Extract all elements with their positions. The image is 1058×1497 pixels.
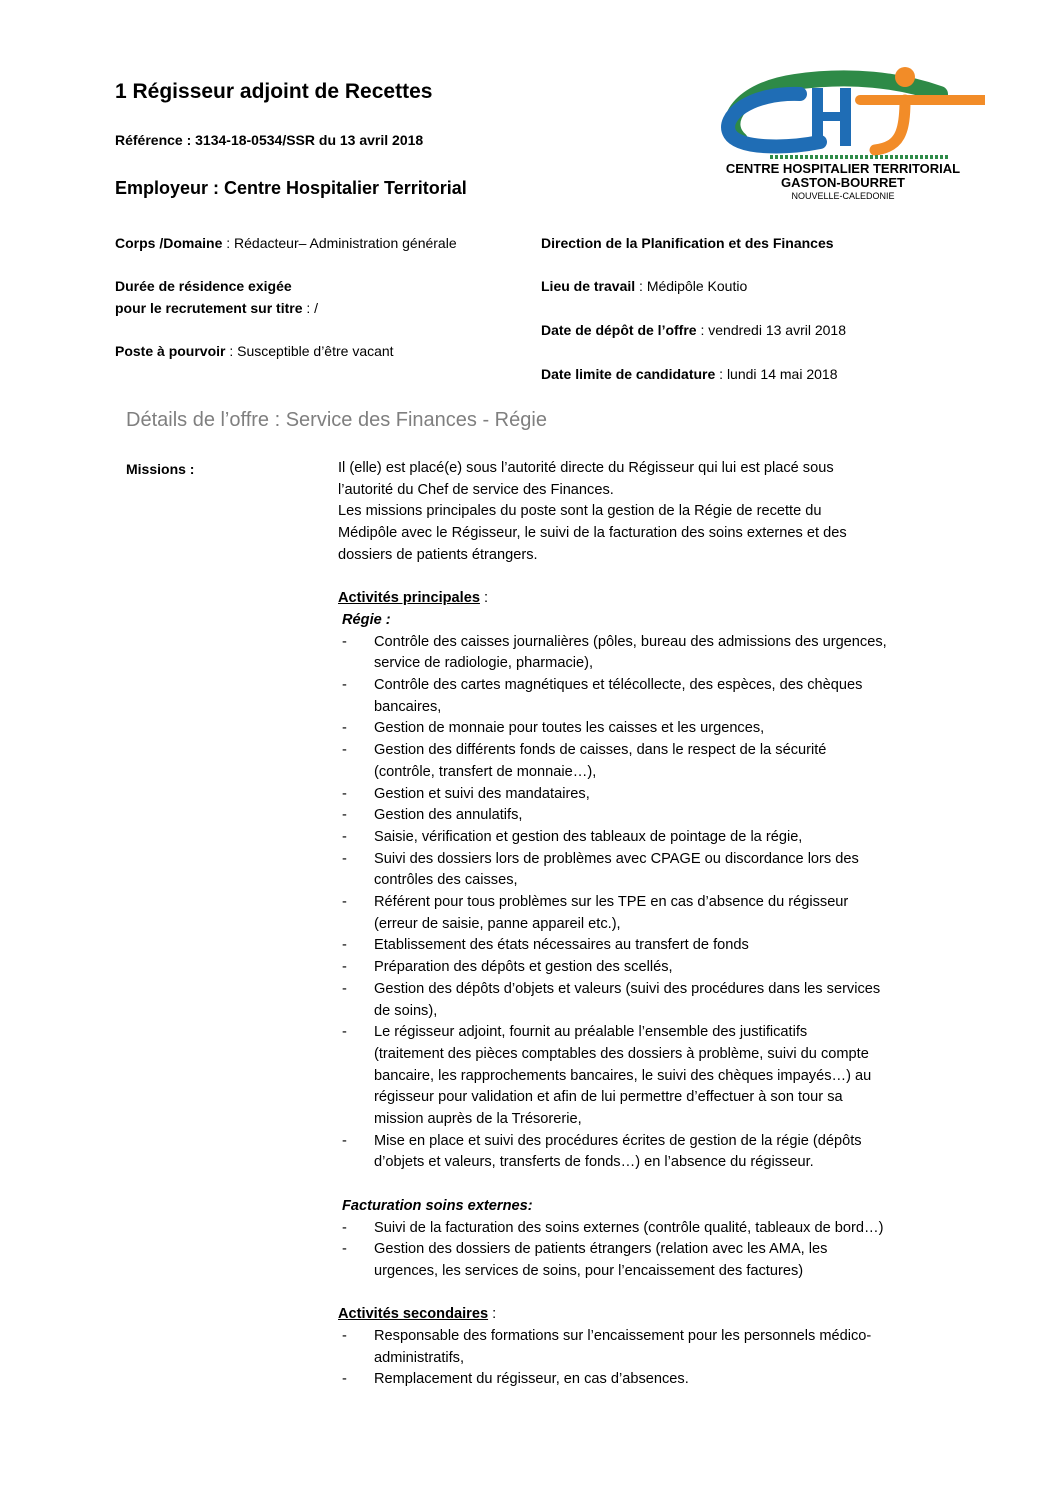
dash-bullet: - bbox=[342, 633, 347, 650]
intro-line: Médipôle avec le Régisseur, le suivi de la facturation des soins externes et des bbox=[338, 525, 847, 542]
secondaires-label: Activités secondaires bbox=[338, 1306, 489, 1323]
dash-bullet: - bbox=[342, 1219, 347, 1236]
principales-label: Activités principales bbox=[338, 590, 480, 607]
principales-suffix: : bbox=[479, 590, 489, 607]
list-item bbox=[338, 1239, 978, 1282]
dash-bullet: - bbox=[342, 1371, 347, 1388]
list-item-line: régisseur pour validation et afin de lui permettre d’effectuer à son tour sa bbox=[374, 1089, 843, 1106]
logo-line2: GASTON-BOURRET bbox=[781, 175, 905, 190]
corps-domaine bbox=[115, 232, 457, 254]
lieu-value: : Médipôle Koutio bbox=[635, 278, 748, 294]
duree-label-2: pour le recrutement sur titre bbox=[115, 300, 303, 316]
facturation-label: Facturation soins externes: bbox=[342, 1197, 533, 1214]
facturation-heading bbox=[338, 1196, 978, 1218]
list-item-line: administratifs, bbox=[374, 1349, 465, 1366]
list-item-line: Contrôle des caisses journalières (pôles, bureau des admissions des urgences, bbox=[374, 633, 887, 650]
duree-value: : / bbox=[302, 300, 319, 316]
list-item-line: Gestion de monnaie pour toutes les caisses et les urgences, bbox=[374, 720, 765, 737]
depot-label: Date de dépôt de l’offre bbox=[541, 322, 697, 338]
list-item-line: mission auprès de la Trésorerie, bbox=[374, 1111, 582, 1128]
poste-value: : Susceptible d’être vacant bbox=[225, 343, 394, 359]
dash-bullet: - bbox=[342, 1024, 347, 1041]
missions-label: Missions : bbox=[126, 461, 195, 477]
secondaires-list bbox=[338, 1326, 978, 1391]
list-item bbox=[338, 827, 978, 849]
list-item-line: Le régisseur adjoint, fournit au préalable l’ensemble des justificatifs bbox=[374, 1024, 808, 1041]
dash-bullet: - bbox=[342, 742, 347, 759]
dash-bullet: - bbox=[342, 720, 347, 737]
direction-label: Direction de la Planification et des Finances bbox=[541, 235, 834, 251]
dash-bullet: - bbox=[342, 1328, 347, 1345]
list-item-line: (traitement des pièces comptables des dossiers à problème, suivi du compte bbox=[374, 1045, 869, 1062]
secondaires-heading bbox=[338, 1304, 978, 1326]
list-item-line: (erreur de saisie, panne appareil etc.), bbox=[374, 915, 621, 932]
list-item-line: Référent pour tous problèmes sur les TPE en cas d’absence du régisseur bbox=[374, 894, 849, 911]
limite-label: Date limite de candidature bbox=[541, 366, 716, 382]
list-item-line: Mise en place et suivi des procédures écrites de gestion de la régie (dépôts bbox=[374, 1132, 862, 1149]
dash-bullet: - bbox=[342, 1241, 347, 1258]
list-item bbox=[338, 935, 978, 957]
dash-bullet: - bbox=[342, 677, 347, 694]
list-item bbox=[338, 1022, 978, 1131]
list-item bbox=[338, 1218, 978, 1240]
corps-label: Corps /Domaine bbox=[115, 235, 223, 251]
lieu-label: Lieu de travail bbox=[541, 278, 636, 294]
regie-label: Régie : bbox=[342, 611, 391, 628]
poste-label: Poste à pourvoir bbox=[115, 343, 226, 359]
list-item-line: contrôles des caisses, bbox=[374, 872, 518, 889]
list-item-line: urgences, les services de soins, pour l’encaissement des factures) bbox=[374, 1262, 804, 1279]
dash-bullet: - bbox=[342, 937, 347, 954]
list-item-line: bancaires, bbox=[374, 698, 442, 715]
list-item bbox=[338, 1131, 978, 1174]
intro-line: l’autorité du Chef de service des Finances. bbox=[338, 481, 614, 498]
list-item-line: Etablissement des états nécessaires au transfert de fonds bbox=[374, 937, 749, 954]
list-item-line: Gestion des différents fonds de caisses, dans le respect de la sécurité bbox=[374, 742, 827, 759]
list-item-line: Responsable des formations sur l’encaissement pour les personnels médico- bbox=[374, 1328, 872, 1345]
limite-value: : lundi 14 mai 2018 bbox=[715, 366, 838, 382]
principales-heading bbox=[338, 588, 978, 610]
dash-bullet: - bbox=[342, 807, 347, 824]
intro-line: Il (elle) est placé(e) sous l’autorité directe du Régisseur qui lui est placé sous bbox=[338, 460, 834, 476]
list-item-line: de soins), bbox=[374, 1002, 438, 1019]
poste-pourvoir bbox=[115, 340, 394, 362]
list-item bbox=[338, 718, 978, 740]
date-limite bbox=[541, 363, 837, 385]
list-item-line: Contrôle des cartes magnétiques et télécollecte, des espèces, des chèques bbox=[374, 677, 863, 694]
depot-value: : vendredi 13 avril 2018 bbox=[696, 322, 847, 338]
corps-value: : Rédacteur– Administration générale bbox=[222, 235, 457, 251]
list-item bbox=[338, 849, 978, 892]
list-item bbox=[338, 1326, 978, 1369]
dash-bullet: - bbox=[342, 980, 347, 997]
list-item bbox=[338, 740, 978, 783]
cht-logo bbox=[700, 62, 985, 212]
job-title: 1 Régisseur adjoint de Recettes bbox=[115, 80, 433, 103]
list-item-line: Saisie, vérification et gestion des tableaux de pointage de la régie, bbox=[374, 828, 803, 845]
list-item bbox=[338, 784, 978, 806]
facturation-list bbox=[338, 1218, 978, 1283]
employer: Employeur : Centre Hospitalier Territorial bbox=[115, 178, 467, 198]
list-item bbox=[338, 979, 978, 1022]
regie-list bbox=[338, 632, 978, 1175]
list-item-line: service de radiologie, pharmacie), bbox=[374, 655, 594, 672]
dash-bullet: - bbox=[342, 785, 347, 802]
list-item bbox=[338, 957, 978, 979]
section-title: Détails de l’offre : Service des Finances - Régie bbox=[126, 409, 547, 431]
list-item-line: d’objets et valeurs, transferts de fonds…) en l’absence du régisseur. bbox=[374, 1154, 814, 1171]
list-item bbox=[338, 805, 978, 827]
list-item-line: Suivi de la facturation des soins externes (contrôle qualité, tableaux de bord…) bbox=[374, 1219, 884, 1236]
list-item-line: Remplacement du régisseur, en cas d’absences. bbox=[374, 1371, 689, 1388]
lieu-travail bbox=[541, 275, 747, 297]
intro-line: dossiers de patients étrangers. bbox=[338, 546, 538, 563]
list-item-line: Gestion et suivi des mandataires, bbox=[374, 785, 590, 802]
missions-content bbox=[338, 458, 978, 1391]
list-item-line: (contrôle, transfert de monnaie…), bbox=[374, 763, 597, 780]
list-item-line: Suivi des dossiers lors de problèmes avec CPAGE ou discordance lors des bbox=[374, 850, 859, 867]
date-depot bbox=[541, 319, 846, 341]
direction bbox=[541, 232, 834, 254]
duree-label-1: Durée de résidence exigée bbox=[115, 278, 292, 294]
logo-line3: NOUVELLE-CALEDONIE bbox=[791, 191, 895, 201]
dash-bullet: - bbox=[342, 828, 347, 845]
duree-residence bbox=[115, 275, 318, 319]
reference: Référence : 3134-18-0534/SSR du 13 avril 2018 bbox=[115, 132, 424, 148]
list-item-line: Gestion des dossiers de patients étrangers (relation avec les AMA, les bbox=[374, 1241, 828, 1258]
dash-bullet: - bbox=[342, 1132, 347, 1149]
list-item-line: bancaire, les rapprochements bancaires, le suivi des chèques impayés…) au bbox=[374, 1067, 872, 1084]
list-item-line: Gestion des dépôts d’objets et valeurs (suivi des procédures dans les services bbox=[374, 980, 881, 997]
list-item bbox=[338, 1369, 978, 1391]
logo-line1: CENTRE HOSPITALIER TERRITORIAL bbox=[725, 161, 961, 176]
regie-heading bbox=[338, 610, 978, 632]
dash-bullet: - bbox=[342, 894, 347, 911]
list-item bbox=[338, 632, 978, 675]
list-item bbox=[338, 675, 978, 718]
list-item-line: Gestion des annulatifs, bbox=[374, 807, 523, 824]
list-item bbox=[338, 892, 978, 935]
list-item-line: Préparation des dépôts et gestion des scellés, bbox=[374, 959, 673, 976]
dash-bullet: - bbox=[342, 850, 347, 867]
dash-bullet: - bbox=[342, 959, 347, 976]
intro-line: Les missions principales du poste sont la gestion de la Régie de recette du bbox=[338, 503, 822, 520]
secondaires-suffix: : bbox=[488, 1306, 497, 1323]
